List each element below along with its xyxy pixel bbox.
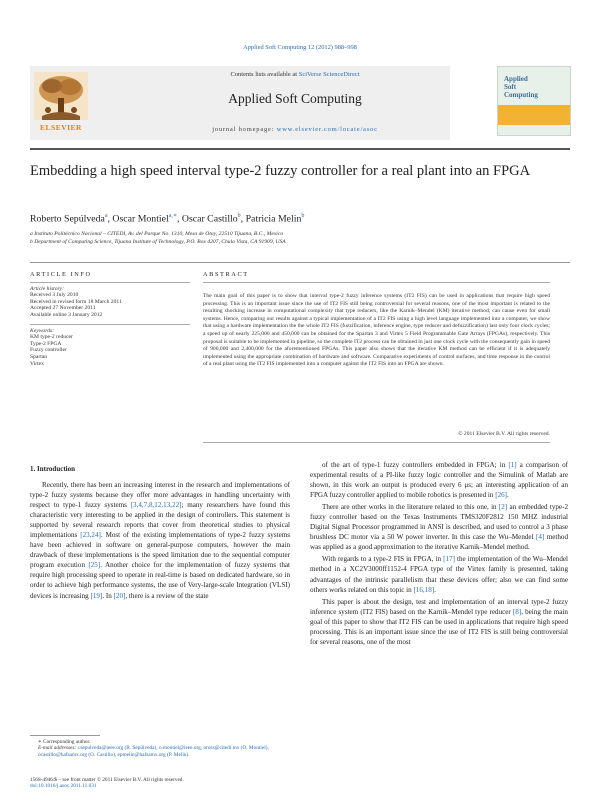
section-rule [30, 262, 570, 263]
contents-line [150, 71, 440, 78]
citation-link[interactable]: [20] [113, 591, 126, 600]
paragraph-text: ; many researchers have found this characteristic very interesting to be applied in the design of controllers. This statement is supported by several research reports that cover from theoretical studies to physical implementations [30, 501, 290, 540]
issn-block [30, 777, 290, 790]
keyword: Virtex [30, 360, 44, 367]
journal-cover-thumbnail [497, 66, 571, 136]
keywords-rule [30, 324, 190, 325]
keyword: Type-2 FPGA [30, 340, 62, 347]
citation-link[interactable]: [16,18] [413, 585, 435, 594]
paragraph-text: . Most of the existing implementations of type-2 fuzzy systems have been achieved in software on general-purpose computers, however the main drawback of these implementations is the speed limitation due to the sequential computer program execution [30, 531, 290, 570]
journal-homepage [150, 126, 440, 133]
homepage-prefix: journal homepage: [212, 126, 277, 133]
body-paragraph [310, 597, 568, 647]
paragraph-text: Recently, there has been an increasing interest in the research and implementations of type-2 fuzzy systems because they offer more advantages in handling uncertainty with respect to type-1 fuzzy systems [30, 481, 290, 510]
author-name: Oscar Castillo [181, 213, 238, 225]
paragraph-text: . [434, 585, 436, 594]
contents-prefix: Contents lists available at [230, 71, 299, 78]
citation-link[interactable]: [23,24] [80, 531, 101, 540]
abstract-rule [203, 282, 550, 283]
citation-link[interactable]: [26] [495, 491, 508, 500]
history-line: Received in revised form 18 March 2011 [30, 298, 122, 305]
history-line: Received 3 July 2010 [30, 292, 79, 298]
paragraph-text: of the art of type-1 fuzzy controllers embedded in FPGA; in [322, 461, 509, 469]
paragraph-text: a comparison of experimental results of a PI-like fuzzy logic controller and the Simulink of Matlab are shown, in this work an output is produced every 6 μs; an interesting application of an FPGA fuzzy controller applied to mobile robotics is presented in [310, 461, 568, 500]
publisher-wordmark: ELSEVIER [40, 123, 82, 132]
article-history [30, 286, 190, 319]
citation-link[interactable]: [1] [508, 461, 517, 469]
citation-link[interactable]: [17] [443, 555, 455, 564]
article-info-heading: ARTICLE INFO [30, 271, 92, 278]
author-affil-mark[interactable]: a [104, 213, 108, 219]
abstract-heading: ABSTRACT [203, 271, 249, 278]
affiliation: a Instituto Politécnico Nacional – CITEDI, Av. del Parque No. 1310, Mesa de Otay, 22510 Tijuana, B.C., Mexico [30, 231, 284, 237]
cover-title-line: Computing [504, 91, 538, 99]
author-affil-mark[interactable]: b [237, 213, 241, 219]
left-column-text [30, 480, 290, 601]
article-info-rule [30, 282, 190, 283]
author-affil-mark[interactable]: b [301, 213, 305, 219]
email-addresses [30, 745, 290, 758]
body-paragraph [30, 480, 290, 601]
paragraph-text: This paper is about the design, test and implementation of an interval type-2 fuzzy inference system (IT2 FIS) based on the Karnik–Mendel type reducer [310, 597, 568, 616]
issn-line: 1568-4946/$ – see front matter © 2011 Elsevier B.V. All rights reserved. [30, 777, 184, 783]
citation-link[interactable]: [8] [512, 607, 522, 616]
keyword: Spartan [30, 354, 48, 361]
paragraph-text: . Another choice for the implementation of fuzzy systems that require high processing speed to operate in real-time is based on dedicated hardware, so in order to achieve high performance systems, the use of Very-large-scale Integration (VLSI) devices is increasing [30, 561, 290, 600]
corresponding-author-note: ∗ Corresponding author. [38, 739, 91, 745]
cover-title-line: Soft [504, 83, 517, 91]
paragraph-text: With regards to a type-2 FIS in FPGA, in [322, 555, 444, 564]
cover-band [498, 105, 570, 125]
author-name: Roberto Sepúlveda [30, 213, 105, 225]
keywords-label: Keywords: [30, 328, 55, 334]
abstract-end-rule [203, 442, 550, 443]
paragraph-text: an embedded type-2 fuzzy controller based on the Texas Instruments TMS320F2812 150 MHZ industrial Digital Signal Processor programmed in ANSI is described, and used to control a 3 phase brushless DC motor via a 50 W power inverter. In this case the Wu–Mendel [310, 503, 568, 542]
abstract-text: The main goal of this paper is to show that interval type-2 fuzzy inference systems (IT2 FIS) can be used in applications that require high speed processing. This is an important issue since the use of IT2 FIS still being controversial for several reasons, one of the most important is related to the resulting shocking increase in computational complexity that type reducers, like the Karnik–Mendel (KM) iterative method, can cause even for small systems. Hence, comparing our results against a typical implementation of a IT2 FIS using a high level language implemented into a computer, we show that using a hardware implementation the the whole IT2 FIS (fuzzification, inference engine, type reducer and defuzzification) last only four clock cycles; a speed up of nearly 225,000 and 450,000 can be obtained for the Spartan 3 and Virtex 5 Field Programmable Gate Arrays (FPGAs), respectively. This proposal is suitable to be implemented in pipeline, so the complete IT2 process can be obtained in just one clock cycle with the consequently gain in speed of 900,000 and 2,400,000 for the aforementioned FPGAs. This paper also shows that the iterative KM method can be efficient if it is adequately implemented using the appropriate combination of hardware and software. Comparative experiments of control surfaces, and time response in the control of a real plant using the IT2 FIS implemented into a computer against the IT2 FIS into an FPGA are shown. [203, 293, 550, 368]
abstract-copyright: © 2011 Elsevier B.V. All rights reserved. [458, 431, 550, 437]
keywords-block [30, 328, 190, 368]
history-line: Available online 3 January 2012 [30, 312, 103, 319]
paragraph-text: method was applied as a good approximation to the iterative Karnik–Mendel method. [310, 533, 568, 552]
paragraph-text: , being the main goal of this paper to show that IT2 FIS can be used in applications that require high speed processing. This is an important issue since the use of IT2 FIS is still being controversial for several reasons, one of the most [310, 607, 568, 646]
paragraph-text: , there is a review of the state [125, 591, 209, 600]
author-list: Roberto Sepúlveda$^a$, Oscar Montiel$^{a,∗}$, Oscar Castillo$^b$, Patricia Melin$^b$ [30, 213, 305, 225]
doi-link[interactable]: doi:10.1016/j.asoc.2011.11.031 [30, 783, 97, 790]
body-paragraph [310, 554, 568, 594]
paragraph-text: . In [102, 591, 114, 600]
journal-name: Applied Soft Computing [228, 91, 362, 106]
header-rule [30, 148, 570, 150]
sciverse-link[interactable]: SciVerse ScienceDirect [298, 71, 360, 78]
author-name: Patricia Melin [245, 213, 302, 225]
body-paragraph [310, 460, 568, 500]
affiliation: b Department of Computing Science, Tijuana Institute of Technology, P.O. Box 4207, Chula Vista, CA 91909, USA [30, 239, 286, 245]
history-label: Article history: [30, 286, 65, 292]
paragraph-text: the implementation of the Wu–Mendel method in a XC2V3000ff1152-4 FPGA type of the Virtex family is presented, taking advantages of the intrinsic parallelism that these devices offer; also we can find some others works related on this topic in [310, 555, 568, 594]
homepage-link[interactable]: www.elsevier.com/locate/asoc [276, 126, 378, 133]
citation-link[interactable]: [25] [88, 561, 101, 570]
right-column-text [310, 460, 568, 647]
article-title: Embedding a high speed interval type-2 fuzzy controller for a real plant into an FPGA [30, 163, 531, 179]
email-label: E-mail addresses: [38, 745, 78, 752]
paragraph-text: There are other works in the literature related to this one, in [322, 503, 499, 512]
introduction-heading: 1. Introduction [30, 465, 75, 473]
author-affil-mark[interactable]: a,∗ [168, 213, 177, 219]
footnote [30, 739, 290, 758]
footnote-rule [30, 735, 100, 736]
citation-link[interactable]: [2] [498, 503, 508, 512]
citation-link[interactable]: [4] [535, 533, 545, 542]
keyword: Fuzzy controller [30, 347, 67, 354]
email-links[interactable]: r.sepulveda@ieee.org (R. Sepúlveda), o.montiel@ieee.org, oross@citedi.mx (O. Montiel), ocastillo@hafsamx.org (O. Castillo), epmelin@hafsamx.org (P. Melin). [38, 745, 269, 758]
citation-link[interactable]: [3,4,7,8,12,13,22] [130, 501, 182, 510]
journal-reference[interactable]: Applied Soft Computing 12 (2012) 988–998 [243, 44, 357, 51]
author-name: Oscar Montiel [112, 213, 169, 225]
history-line: Accepted 27 November 2011 [30, 305, 96, 312]
citation-link[interactable]: [19] [90, 591, 103, 600]
body-paragraph [310, 502, 568, 552]
cover-title-line: Applied [504, 75, 528, 83]
keyword: KM type-2 reducer [30, 334, 73, 340]
paragraph-text: . [507, 491, 509, 500]
cover-title [504, 75, 538, 99]
